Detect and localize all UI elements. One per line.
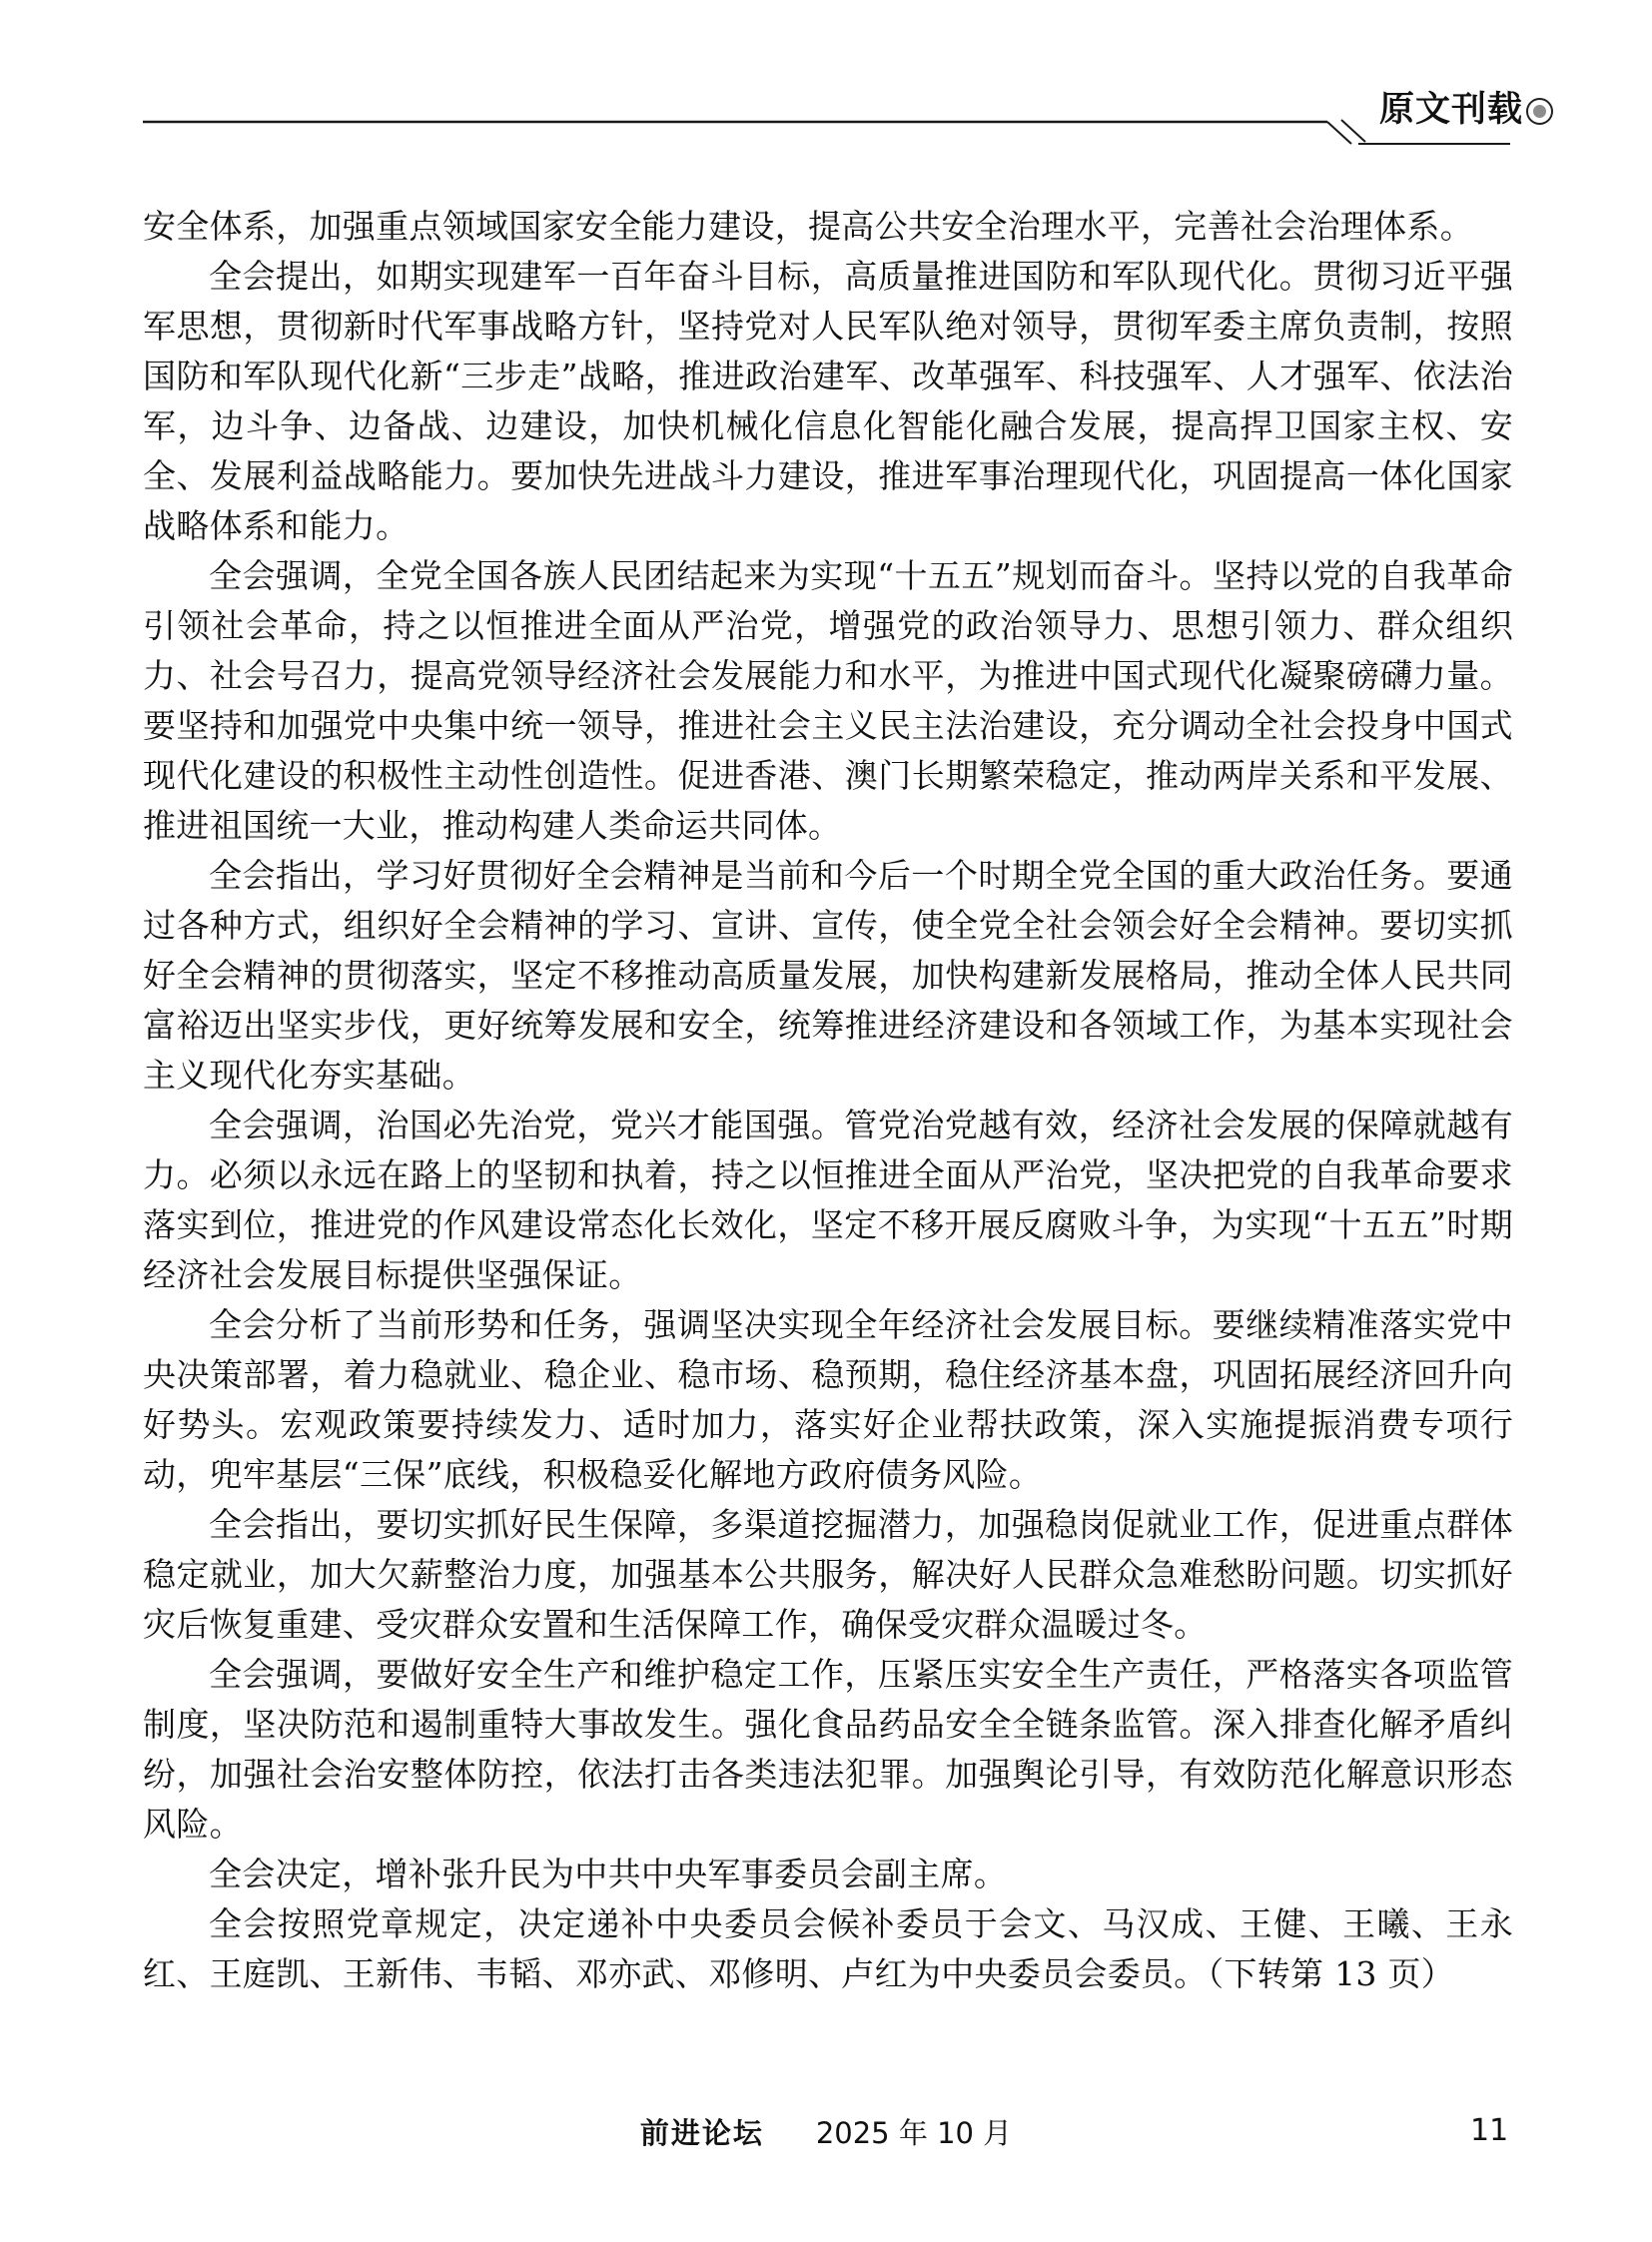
paragraph-text: 全会按照党章规定，决定递补中央委员会候补委员于会文、马汉成、王健、王曦、王永红、王庭凯、王新伟、韦韬、邓亦武、邓修明、卢红为中央委员会委员。 — [143, 1904, 1513, 1993]
page-footer — [0, 2113, 1652, 2153]
paragraph — [143, 1899, 1513, 1999]
bullseye-icon-dot — [1533, 105, 1546, 118]
paragraph: 全会强调，全党全国各族人民团结起来为实现“十五五”规划而奋斗。坚持以党的自我革命引领社会革命，持之以恒推进全面从严治党，增强党的政治领导力、思想引领力、群众组织力、社会号召力，提高党领导经济社会发展能力和水平，为推进中国式现代化凝聚磅礴力量。要坚持和加强党中央集中统一领导，推进社会主义民主法治建设，充分调动全社会投身中国式现代化建设的积极性主动性创造性。促进香港、澳门长期繁荣稳定，推动两岸关系和平发展、推进祖国统一大业，推动构建人类命运共同体。 — [143, 556, 1513, 845]
page-number: 11 — [1470, 2113, 1509, 2148]
paragraph: 全会强调，要做好安全生产和维护稳定工作，压紧压实安全生产责任，严格落实各项监管制度，坚决防范和遏制重特大事故发生。强化食品药品安全全链条监管。深入排查化解矛盾纠纷，加强社会治安整体防控，依法打击各类违法犯罪。加强舆论引导，有效防范化解意识形态风险。 — [143, 1655, 1513, 1844]
header-divider-line — [0, 0, 1652, 170]
paragraph: 全会分析了当前形势和任务，强调坚决实现全年经济社会发展目标。要继续精准落实党中央决策部署，着力稳就业、稳企业、稳市场、稳预期，稳住经济基本盘，巩固拓展经济回升向好势头。宏观政策要持续发力、适时加力，落实好企业帮扶政策，深入实施提振消费专项行动，兜牢基层“三保”底线，积极稳妥化解地方政府债务风险。 — [143, 1305, 1513, 1494]
paragraph: 全会提出，如期实现建军一百年奋斗目标，高质量推进国防和军队现代化。贯彻习近平强军思想，贯彻新时代军事战略方针，坚持党对人民军队绝对领导，贯彻军委主席负责制，按照国防和军队现代化新“三步走”战略，推进政治建军、改革强军、科技强军、人才强军、依法治军，边斗争、边备战、边建设，加快机械化信息化智能化融合发展，提高捍卫国家主权、安全、发展利益战略能力。要加快先进战斗力建设，推进军事治理现代化，巩固提高一体化国家战略体系和能力。 — [143, 257, 1513, 545]
paragraph: 全会决定，增补张升民为中共中央军事委员会副主席。 — [209, 1855, 1008, 1893]
bullseye-icon — [1526, 98, 1553, 125]
paragraph: 全会指出，学习好贯彻好全会精神是当前和今后一个时期全党全国的重大政治任务。要通过各种方式，组织好全会精神的学习、宣讲、宣传，使全党全社会领会好全会精神。要切实抓好全会精神的贯彻落实，坚定不移推动高质量发展，加快构建新发展格局，推动全体人民共同富裕迈出坚实步伐，更好统筹发展和安全，统筹推进经济建设和各领域工作，为基本实现社会主义现代化夯实基础。 — [143, 856, 1513, 1095]
paragraph: 全会强调，治国必先治党，党兴才能国强。管党治党越有效，经济社会发展的保障就越有力。必须以永远在路上的坚韧和执着，持之以恒推进全面从严治党，坚决把党的自我革命要求落实到位，推进党的作风建设常态化长效化，坚定不移开展反腐败斗争，为实现“十五五”时期经济社会发展目标提供坚强保证。 — [143, 1106, 1513, 1294]
continued-on-page-note: （下转第 13 页） — [1207, 1954, 1455, 1993]
paragraph: 安全体系，加强重点领域国家安全能力建设，提高公共安全治理水平，完善社会治理体系。 — [143, 207, 1473, 246]
article-body — [143, 202, 1513, 1999]
paragraph: 全会指出，要切实抓好民生保障，多渠道挖掘潜力，加强稳岗促就业工作，促进重点群体稳定就业，加大欠薪整治力度，加强基本公共服务，解决好人民群众急难愁盼问题。切实抓好灾后恢复重建、受灾群众安置和生活保障工作，确保受灾群众温暖过冬。 — [143, 1505, 1513, 1644]
section-label: 原文刊载 — [1379, 89, 1524, 130]
journal-name: 前进论坛 — [639, 2116, 764, 2150]
issue-date: 2025 年 10 月 — [815, 2116, 1013, 2150]
